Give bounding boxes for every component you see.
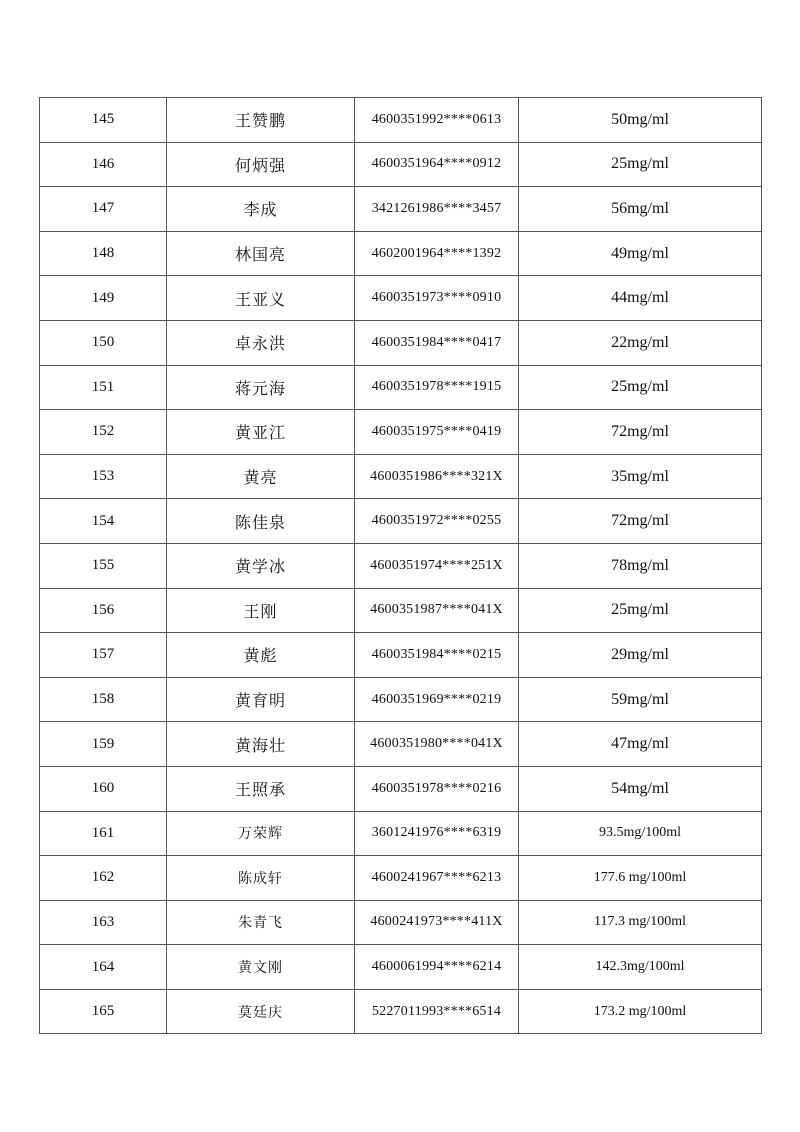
table-row <box>40 811 762 856</box>
table-row <box>40 945 762 990</box>
row-number: 154 <box>40 499 167 544</box>
row-number: 152 <box>40 410 167 455</box>
row-number: 159 <box>40 722 167 767</box>
row-number: 145 <box>40 98 167 143</box>
table-row <box>40 142 762 187</box>
person-name: 黄文刚 <box>167 945 355 990</box>
test-value: 78mg/ml <box>519 543 762 588</box>
table-row <box>40 320 762 365</box>
test-value: 22mg/ml <box>519 320 762 365</box>
id-number: 4600351969****0219 <box>355 677 519 722</box>
table-row <box>40 722 762 767</box>
person-name: 何炳强 <box>167 142 355 187</box>
id-number: 4600061994****6214 <box>355 945 519 990</box>
table-row <box>40 410 762 455</box>
test-value: 173.2 mg/100ml <box>519 989 762 1034</box>
person-name: 黄亚江 <box>167 410 355 455</box>
id-number: 4600351964****0912 <box>355 142 519 187</box>
table-row <box>40 989 762 1034</box>
row-number: 165 <box>40 989 167 1034</box>
test-value: 44mg/ml <box>519 276 762 321</box>
test-value: 29mg/ml <box>519 633 762 678</box>
id-number: 4600351973****0910 <box>355 276 519 321</box>
person-name: 王亚义 <box>167 276 355 321</box>
table-row <box>40 187 762 232</box>
person-name: 陈佳泉 <box>167 499 355 544</box>
records-table-body <box>40 98 762 1034</box>
row-number: 161 <box>40 811 167 856</box>
id-number: 4600351978****0216 <box>355 766 519 811</box>
test-value: 47mg/ml <box>519 722 762 767</box>
person-name: 陈成轩 <box>167 856 355 901</box>
person-name: 黄育明 <box>167 677 355 722</box>
person-name: 朱青飞 <box>167 900 355 945</box>
id-number: 4600351978****1915 <box>355 365 519 410</box>
person-name: 万荣辉 <box>167 811 355 856</box>
test-value: 117.3 mg/100ml <box>519 900 762 945</box>
table-row <box>40 543 762 588</box>
person-name: 卓永洪 <box>167 320 355 365</box>
row-number: 147 <box>40 187 167 232</box>
test-value: 56mg/ml <box>519 187 762 232</box>
person-name: 莫廷庆 <box>167 989 355 1034</box>
id-number: 4600351974****251X <box>355 543 519 588</box>
table-row <box>40 900 762 945</box>
person-name: 黄亮 <box>167 454 355 499</box>
person-name: 王照承 <box>167 766 355 811</box>
id-number: 4600351984****0417 <box>355 320 519 365</box>
id-number: 4600351992****0613 <box>355 98 519 143</box>
id-number: 4600351986****321X <box>355 454 519 499</box>
row-number: 150 <box>40 320 167 365</box>
id-number: 4600351975****0419 <box>355 410 519 455</box>
row-number: 160 <box>40 766 167 811</box>
table-row <box>40 365 762 410</box>
test-value: 25mg/ml <box>519 365 762 410</box>
row-number: 148 <box>40 231 167 276</box>
person-name: 黄学冰 <box>167 543 355 588</box>
test-value: 177.6 mg/100ml <box>519 856 762 901</box>
id-number: 3421261986****3457 <box>355 187 519 232</box>
test-value: 25mg/ml <box>519 588 762 633</box>
id-number: 4602001964****1392 <box>355 231 519 276</box>
person-name: 王刚 <box>167 588 355 633</box>
table-row <box>40 766 762 811</box>
test-value: 72mg/ml <box>519 410 762 455</box>
row-number: 153 <box>40 454 167 499</box>
person-name: 林国亮 <box>167 231 355 276</box>
test-value: 25mg/ml <box>519 142 762 187</box>
table-row <box>40 856 762 901</box>
table-row <box>40 588 762 633</box>
id-number: 4600351972****0255 <box>355 499 519 544</box>
table-row <box>40 98 762 143</box>
id-number: 4600351980****041X <box>355 722 519 767</box>
test-value: 93.5mg/100ml <box>519 811 762 856</box>
row-number: 163 <box>40 900 167 945</box>
test-value: 142.3mg/100ml <box>519 945 762 990</box>
id-number: 5227011993****6514 <box>355 989 519 1034</box>
id-number: 4600351984****0215 <box>355 633 519 678</box>
row-number: 157 <box>40 633 167 678</box>
records-table <box>39 97 762 1034</box>
test-value: 59mg/ml <box>519 677 762 722</box>
table-row <box>40 633 762 678</box>
person-name: 蒋元海 <box>167 365 355 410</box>
table-row <box>40 454 762 499</box>
row-number: 162 <box>40 856 167 901</box>
test-value: 72mg/ml <box>519 499 762 544</box>
id-number: 3601241976****6319 <box>355 811 519 856</box>
row-number: 146 <box>40 142 167 187</box>
table-row <box>40 499 762 544</box>
test-value: 54mg/ml <box>519 766 762 811</box>
row-number: 155 <box>40 543 167 588</box>
person-name: 王赞鹏 <box>167 98 355 143</box>
row-number: 164 <box>40 945 167 990</box>
person-name: 黄海壮 <box>167 722 355 767</box>
row-number: 156 <box>40 588 167 633</box>
person-name: 黄彪 <box>167 633 355 678</box>
person-name: 李成 <box>167 187 355 232</box>
table-row <box>40 677 762 722</box>
id-number: 4600241973****411X <box>355 900 519 945</box>
id-number: 4600241967****6213 <box>355 856 519 901</box>
id-number: 4600351987****041X <box>355 588 519 633</box>
row-number: 151 <box>40 365 167 410</box>
test-value: 49mg/ml <box>519 231 762 276</box>
row-number: 158 <box>40 677 167 722</box>
table-row <box>40 231 762 276</box>
table-row <box>40 276 762 321</box>
test-value: 50mg/ml <box>519 98 762 143</box>
row-number: 149 <box>40 276 167 321</box>
test-value: 35mg/ml <box>519 454 762 499</box>
